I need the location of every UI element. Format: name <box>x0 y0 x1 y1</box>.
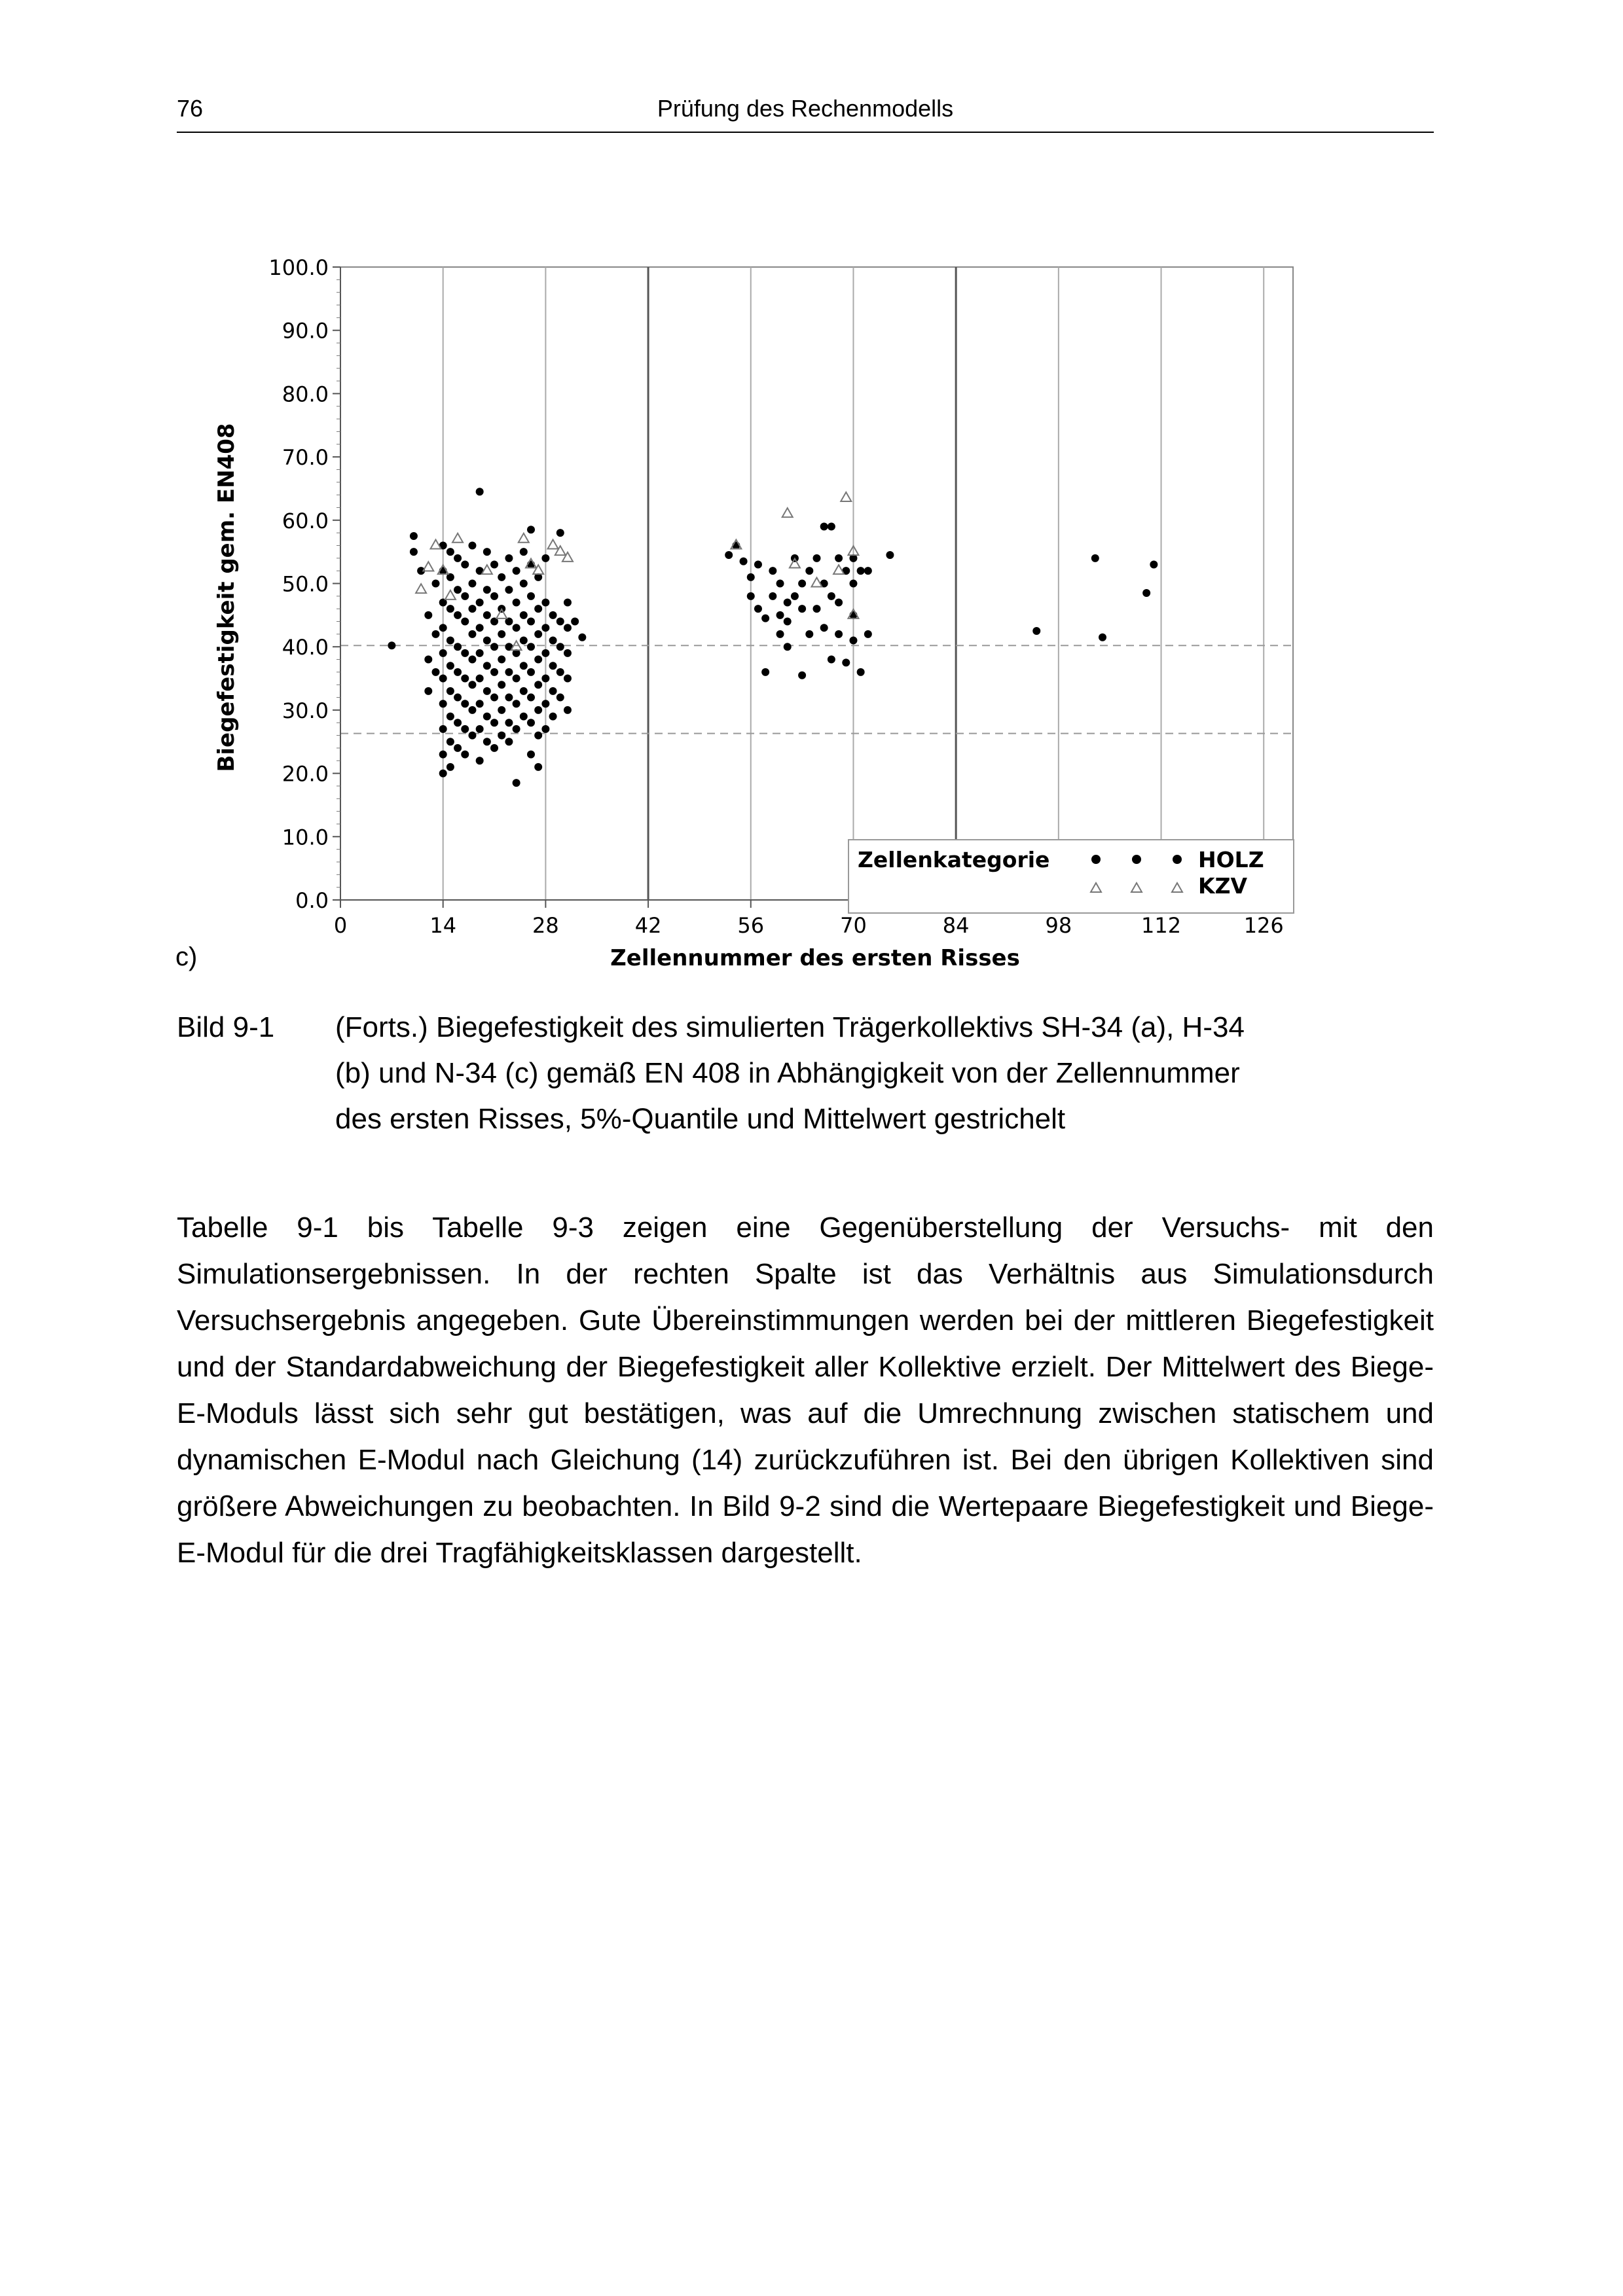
x-tick-label: 42 <box>634 913 662 938</box>
holz-point <box>1142 589 1150 597</box>
holz-point <box>747 573 755 581</box>
x-tick-label: 98 <box>1045 913 1072 938</box>
holz-point <box>476 488 484 495</box>
holz-point <box>447 605 454 613</box>
holz-point <box>468 605 476 613</box>
page-header <box>177 95 1434 133</box>
holz-point <box>549 687 557 695</box>
holz-point <box>513 675 520 683</box>
holz-point <box>520 637 528 645</box>
holz-point <box>754 605 762 613</box>
holz-point <box>835 554 843 562</box>
legend-holz-marker <box>1173 855 1182 864</box>
holz-point <box>454 719 462 726</box>
holz-point <box>798 580 806 588</box>
holz-point <box>490 643 498 651</box>
x-tick-label: 84 <box>942 913 970 938</box>
holz-point <box>549 713 557 721</box>
holz-point <box>513 700 520 708</box>
holz-point <box>447 637 454 645</box>
holz-point <box>490 560 498 568</box>
holz-point <box>490 592 498 600</box>
holz-point <box>549 662 557 670</box>
holz-point <box>439 725 447 733</box>
holz-point <box>527 643 535 651</box>
holz-point <box>476 725 484 733</box>
holz-point <box>776 611 784 619</box>
holz-point <box>835 599 843 607</box>
holz-point <box>483 687 491 695</box>
holz-point <box>828 592 835 600</box>
holz-point <box>424 656 432 664</box>
holz-point <box>556 618 564 626</box>
plot-border <box>340 267 1293 900</box>
holz-point <box>527 694 535 702</box>
x-tick-label: 126 <box>1243 913 1284 938</box>
holz-point <box>564 624 572 632</box>
kzv-point <box>841 492 851 501</box>
holz-point <box>505 668 513 676</box>
holz-point <box>388 641 395 649</box>
holz-point <box>483 637 491 645</box>
holz-point <box>541 554 549 562</box>
holz-point <box>424 611 432 619</box>
holz-point <box>556 529 564 537</box>
holz-point <box>447 687 454 695</box>
holz-point <box>761 615 769 622</box>
holz-point <box>534 656 542 664</box>
holz-point <box>754 560 762 568</box>
holz-point <box>864 630 872 638</box>
caption-label: Bild 9-1 <box>177 1011 275 1043</box>
x-axis-title: Zellennummer des ersten Risses <box>610 945 1020 971</box>
holz-point <box>813 554 821 562</box>
holz-point <box>798 605 806 613</box>
y-tick-label: 0.0 <box>295 888 329 913</box>
caption-line: (Forts.) Biegefestigkeit des simulierten Trägerkollektivs SH-34 (a), H-34 <box>335 1011 1245 1043</box>
holz-point <box>541 675 549 683</box>
holz-point <box>468 580 476 588</box>
holz-point <box>461 751 469 759</box>
holz-point <box>483 662 491 670</box>
y-tick-label: 50.0 <box>282 571 329 597</box>
holz-point <box>864 567 872 575</box>
holz-point <box>747 592 755 600</box>
holz-point <box>476 700 484 708</box>
holz-point <box>534 763 542 771</box>
holz-point <box>527 526 535 533</box>
kzv-point <box>416 584 426 593</box>
y-tick-label: 100.0 <box>268 255 329 280</box>
y-tick-label: 20.0 <box>282 761 329 787</box>
holz-point <box>578 634 586 641</box>
holz-point <box>740 558 748 565</box>
holz-point <box>498 573 505 581</box>
holz-point <box>1099 634 1106 641</box>
holz-point <box>835 630 843 638</box>
holz-point <box>498 732 505 740</box>
running-title: Prüfung des Rechenmodells <box>657 95 954 122</box>
holz-point <box>769 567 776 575</box>
holz-point <box>534 732 542 740</box>
holz-point <box>468 681 476 689</box>
holz-point <box>410 548 418 556</box>
holz-point <box>784 599 792 607</box>
holz-point <box>447 713 454 721</box>
holz-point <box>513 567 520 575</box>
holz-point <box>505 719 513 726</box>
holz-point <box>534 681 542 689</box>
holz-point <box>439 675 447 683</box>
x-tick-label: 112 <box>1140 913 1182 938</box>
holz-point <box>490 694 498 702</box>
holz-point <box>454 694 462 702</box>
y-tick-label: 30.0 <box>282 698 329 723</box>
holz-point <box>828 522 835 530</box>
holz-point <box>549 611 557 619</box>
holz-point <box>447 738 454 745</box>
holz-point <box>534 706 542 714</box>
holz-point <box>468 656 476 664</box>
x-tick-label: 70 <box>840 913 867 938</box>
reference-lines <box>340 645 1293 733</box>
plot-frame <box>340 267 1293 900</box>
holz-point <box>410 532 418 540</box>
holz-point <box>432 630 440 638</box>
body-paragraph: Tabelle 9-1 bis Tabelle 9-3 zeigen eine Gegenüberstellung der Versuchs- mit den Simulationsergebnissen. In der rechten Spalte ist das Verhältnis aus Simulationsdurch Versuchsergebnis angegeben. Gute Übereinstimmungen werden bei der mittleren Biegefestigkeit und der Standardabweichung der Biegefestigkeit aller Kollektive erzielt. Der Mittelwert des Biege-E-Moduls lässt sich sehr gut bestätigen, was auf die Umrechnung zwischen statischem und dynamischen E-Modul nach Gleichung (14) zurückzuführen ist. Bei den übrigen Kollektiven sind größere Abweichungen zu beobachten. In Bild 9-2 sind die Wertepaare Biegefestigkeit und Biege-E-Modul für die drei Tragfähigkeitsklassen dargestellt. <box>177 1211 1434 1569</box>
holz-point <box>784 643 792 651</box>
kzv-point <box>782 508 793 517</box>
holz-point <box>454 611 462 619</box>
legend <box>848 840 1294 913</box>
holz-point <box>454 668 462 676</box>
axes <box>268 255 1293 938</box>
holz-point <box>498 681 505 689</box>
holz-point <box>549 637 557 645</box>
holz-point <box>490 719 498 726</box>
holz-point <box>513 725 520 733</box>
holz-point <box>541 599 549 607</box>
holz-point <box>439 649 447 657</box>
holz-point <box>461 560 469 568</box>
kzv-point <box>445 590 456 600</box>
x-tick-label: 14 <box>429 913 457 938</box>
holz-point <box>476 624 484 632</box>
holz-point <box>520 611 528 619</box>
holz-point <box>1091 554 1099 562</box>
holz-point <box>805 567 813 575</box>
holz-point <box>564 599 572 607</box>
y-tick-label: 70.0 <box>282 445 329 471</box>
holz-point <box>513 624 520 632</box>
holz-point <box>534 605 542 613</box>
holz-point <box>564 675 572 683</box>
holz-point <box>776 580 784 588</box>
holz-point <box>505 554 513 562</box>
holz-point <box>468 732 476 740</box>
y-tick-label: 10.0 <box>282 825 329 850</box>
y-axis-title: Biegefestigkeit gem. EN408 <box>213 423 240 772</box>
holz-point <box>476 599 484 607</box>
y-tick-label: 40.0 <box>282 635 329 660</box>
holz-point <box>849 637 857 645</box>
holz-point <box>798 672 806 679</box>
legend-kzv-label: KZV <box>1198 873 1248 899</box>
x-tick-label: 28 <box>532 913 559 938</box>
holz-point <box>483 738 491 745</box>
x-tick-label: 56 <box>737 913 765 938</box>
y-tick-label: 60.0 <box>282 508 329 533</box>
holz-point <box>439 751 447 759</box>
holz-point <box>784 618 792 626</box>
holz-point <box>520 662 528 670</box>
holz-point <box>498 630 505 638</box>
holz-point <box>520 548 528 556</box>
holz-point <box>534 630 542 638</box>
holz-point <box>468 706 476 714</box>
holz-point <box>857 567 865 575</box>
holz-point <box>776 630 784 638</box>
holz-point <box>541 649 549 657</box>
holz-point <box>454 744 462 752</box>
kzv-point <box>452 533 463 543</box>
holz-point <box>886 551 894 559</box>
holz-point <box>490 668 498 676</box>
kzv-point <box>519 533 529 543</box>
holz-point <box>556 668 564 676</box>
holz-point <box>461 725 469 733</box>
holz-point <box>476 757 484 764</box>
holz-point <box>564 706 572 714</box>
data-points <box>388 488 1158 787</box>
holz-point <box>556 643 564 651</box>
caption-line: des ersten Risses, 5%-Quantile und Mittelwert gestrichelt <box>335 1103 1066 1135</box>
holz-point <box>454 586 462 594</box>
holz-point <box>520 713 528 721</box>
holz-point <box>476 675 484 683</box>
holz-point <box>461 700 469 708</box>
holz-point <box>447 763 454 771</box>
holz-point <box>761 668 769 676</box>
holz-point <box>461 649 469 657</box>
holz-point <box>813 605 821 613</box>
holz-point <box>820 522 828 530</box>
holz-point <box>527 751 535 759</box>
holz-point <box>513 599 520 607</box>
holz-point <box>564 649 572 657</box>
holz-point <box>424 687 432 695</box>
holz-point <box>849 580 857 588</box>
holz-point <box>468 630 476 638</box>
legend-holz-marker <box>1132 855 1141 864</box>
legend-holz-marker <box>1091 855 1101 864</box>
holz-point <box>527 719 535 726</box>
holz-point <box>498 656 505 664</box>
holz-point <box>769 592 776 600</box>
holz-point <box>541 700 549 708</box>
holz-point <box>483 548 491 556</box>
holz-point <box>432 668 440 676</box>
page-number: 76 <box>177 95 204 122</box>
caption-line: (b) und N-34 (c) gemäß EN 408 in Abhängigkeit von der Zellennummer <box>335 1057 1240 1089</box>
legend-title: Zellenkategorie <box>858 847 1050 872</box>
holz-point <box>447 548 454 556</box>
holz-point <box>483 713 491 721</box>
kzv-point <box>548 539 558 548</box>
legend-holz-label: HOLZ <box>1198 847 1264 872</box>
holz-point <box>828 656 835 664</box>
holz-point <box>791 592 799 600</box>
holz-point <box>857 668 865 676</box>
holz-point <box>505 586 513 594</box>
holz-point <box>842 658 850 666</box>
holz-point <box>725 551 733 559</box>
holz-point <box>447 662 454 670</box>
holz-point <box>513 779 520 787</box>
holz-point <box>454 643 462 651</box>
holz-point <box>461 592 469 600</box>
holz-point <box>432 580 440 588</box>
holz-point <box>520 687 528 695</box>
holz-point <box>498 706 505 714</box>
holz-point <box>527 592 535 600</box>
y-tick-label: 90.0 <box>282 318 329 344</box>
holz-point <box>1032 627 1040 635</box>
holz-point <box>439 700 447 708</box>
holz-point <box>468 541 476 549</box>
holz-point <box>520 580 528 588</box>
panel-label: c) <box>175 942 198 971</box>
holz-point <box>461 618 469 626</box>
holz-point <box>454 554 462 562</box>
holz-point <box>483 611 491 619</box>
holz-point <box>490 744 498 752</box>
holz-point <box>439 624 447 632</box>
scatter-chart <box>0 236 1623 995</box>
holz-point <box>527 668 535 676</box>
holz-point <box>527 618 535 626</box>
holz-point <box>541 624 549 632</box>
figure-caption <box>335 1005 1435 1142</box>
holz-point <box>541 725 549 733</box>
holz-point <box>556 694 564 702</box>
holz-point <box>571 618 579 626</box>
holz-point <box>439 770 447 778</box>
holz-point <box>505 694 513 702</box>
holz-point <box>483 586 491 594</box>
holz-point <box>1150 560 1158 568</box>
y-tick-label: 80.0 <box>282 382 329 407</box>
holz-point <box>476 649 484 657</box>
holz-point <box>461 675 469 683</box>
holz-point <box>820 624 828 632</box>
holz-point <box>805 630 813 638</box>
holz-point <box>505 738 513 745</box>
x-tick-label: 0 <box>333 913 348 938</box>
